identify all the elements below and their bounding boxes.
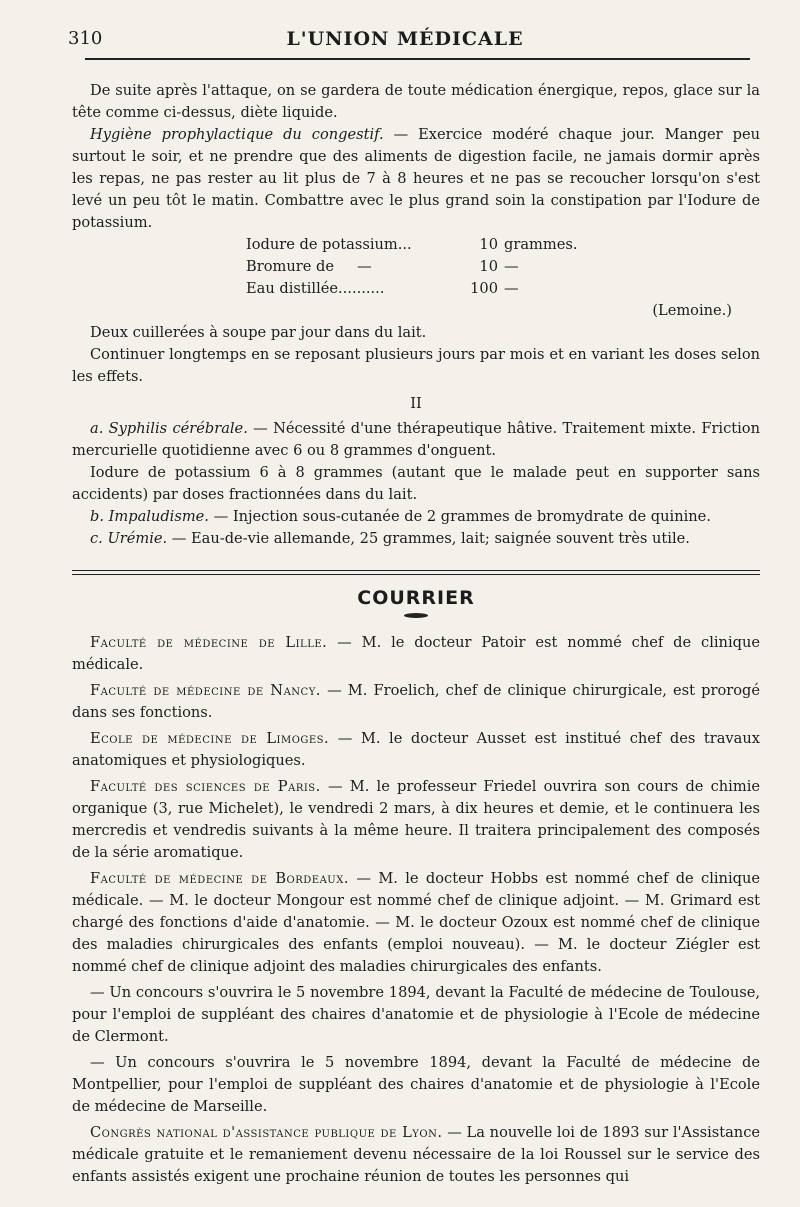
courrier-item (72, 776, 760, 864)
courrier-item-head: Ecole de médecine de Limoges. (90, 730, 330, 747)
uremie-title: c. Urémie. (90, 530, 168, 547)
paragraph-iodure: Iodure de potassium 6 à 8 grammes (autant que le malade peut en supporter sans accidents) par doses fractionnées dans du lait. (72, 464, 760, 503)
ornament-icon (404, 613, 428, 618)
page-number: 310 (68, 28, 103, 49)
impaludisme-title: b. Impaludisme. (90, 508, 209, 525)
formula-ingredient: Eau distillée.......... (246, 280, 385, 297)
formula-unit: grammes. (504, 236, 578, 253)
formula-row (246, 234, 676, 256)
courrier-item (72, 868, 760, 978)
paragraph-impaludisme (72, 506, 760, 528)
courrier-item (72, 728, 760, 772)
paragraph-dosage: Deux cuillerées à soupe par jour dans du lait. (90, 324, 427, 341)
uremie-text: — Eau-de-vie allemande, 25 grammes, lait; saignée souvent très utile. (167, 530, 690, 547)
formula-row (246, 278, 676, 300)
section-divider (72, 570, 760, 575)
section-numeral: II (410, 395, 422, 412)
formula-quantity: 10 (479, 236, 498, 253)
courrier-item-text: — M. le docteur Patoir est nommé chef de clinique médicale. (72, 634, 760, 673)
syphilis-text: — Nécessité d'une thérapeutique hâtive. Traitement mixte. Friction mercurielle quotidienne avec 6 ou 8 grammes d'onguent. (72, 420, 760, 459)
paragraph-syphilis (72, 418, 760, 462)
hygiene-text: — Exercice modéré chaque jour. Manger peu surtout le soir, et ne prendre que des aliments de digestion facile, ne jamais dormir après les repas, ne pas rester au lit plus de 7 à 8 heures et ne pas se recoucher lorsqu'on s'est levé un peu tôt le matin. Combattre avec le plus grand soin la constipation par l'Iodure de potassium. (72, 126, 760, 231)
courrier-item (72, 680, 760, 724)
congres-lyon (72, 1122, 760, 1188)
courrier-item (72, 632, 760, 676)
impaludisme-text: — Injection sous-cutanée de 2 grammes de bromydrate de quinine. (208, 508, 711, 525)
page-body (72, 80, 760, 1188)
courrier-title: COURRIER (357, 587, 475, 609)
concours-montpellier: — Un concours s'ouvrira le 5 novembre 1894, devant la Faculté de médecine de Montpellier, pour l'emploi de suppléant des chaires d'anatomie et de physiologie à l'Ecole de médecine de Marseille. (72, 1054, 760, 1115)
header-rule (85, 58, 750, 60)
courrier-item-text: — M. le professeur Friedel ouvrira son cours de chimie organique (3, rue Michelet), le vendredi 2 mars, à dix heures et demie, et le continuera les mercredis et vendredis suivants à la même heure. Il traitera principalement des composés de la série aromatique. (72, 778, 760, 861)
syphilis-title: a. Syphilis cérébrale. (90, 420, 248, 437)
concours-toulouse: — Un concours s'ouvrira le 5 novembre 1894, devant la Faculté de médecine de Toulouse, pour l'emploi de suppléant des chaires d'anatomie et de physiologie à l'Ecole de médecine de Clermont. (72, 984, 760, 1045)
paragraph-uremie (72, 528, 760, 550)
page-header (60, 22, 750, 52)
formula-attribution: (Lemoine.) (652, 302, 732, 319)
congres-text: — La nouvelle loi de 1893 sur l'Assistance médicale gratuite et le remaniement devenu nécessaire de la loi Roussel sur le service des enfants assistés exigent une prochaine réunion de toutes les personnes qui (72, 1124, 761, 1185)
courrier-item-head: Faculté des sciences de Paris. (90, 778, 321, 795)
courrier-item-head: Faculté de médecine de Nancy. (90, 682, 321, 699)
paragraph-attack: De suite après l'attaque, on se gardera de toute médication énergique, repos, glace sur la tête comme ci-dessus, diète liquide. (72, 82, 760, 121)
formula-quantity: 10 (479, 258, 498, 275)
courrier-item-head: Faculté de médecine de Lille. (90, 634, 328, 651)
congres-head: Congrès national d'assistance publique de Lyon. (90, 1124, 443, 1141)
courrier-item-text: — M. le docteur Hobbs est nommé chef de clinique médicale. — M. le docteur Mongour est nommé chef de clinique adjoint. — M. Grimard est chargé des fonctions d'aide d'anatomie. — M. le docteur Ozoux est nommé chef de clinique des maladies chirurgicales des enfants (emploi nouveau). — M. le docteur Ziégler est nommé chef de clinique adjoint des maladies chirurgicales des enfants. (72, 870, 760, 975)
formula-row (246, 256, 676, 278)
courrier-item-text: — M. le docteur Ausset est institué chef des travaux anatomiques et physiologiques. (72, 730, 761, 769)
paragraph-hygiene (72, 124, 760, 234)
prescription-formula (246, 234, 676, 300)
formula-quantity: 100 (470, 280, 498, 297)
formula-unit: — (504, 280, 519, 297)
journal-title: L'UNION MÉDICALE (286, 28, 524, 50)
formula-unit: — (504, 258, 519, 275)
formula-ingredient: Iodure de potassium... (246, 236, 412, 253)
formula-ingredient: Bromure de — (246, 258, 372, 275)
courrier-item-head: Faculté de médecine de Bordeaux. (90, 870, 349, 887)
courrier-item-text: — M. Froelich, chef de clinique chirurgicale, est prorogé dans ses fonctions. (72, 682, 760, 721)
hygiene-title: Hygiène prophylactique du congestif. (90, 126, 384, 143)
paragraph-continue: Continuer longtemps en se reposant plusieurs jours par mois et en variant les doses selon les effets. (72, 346, 760, 385)
